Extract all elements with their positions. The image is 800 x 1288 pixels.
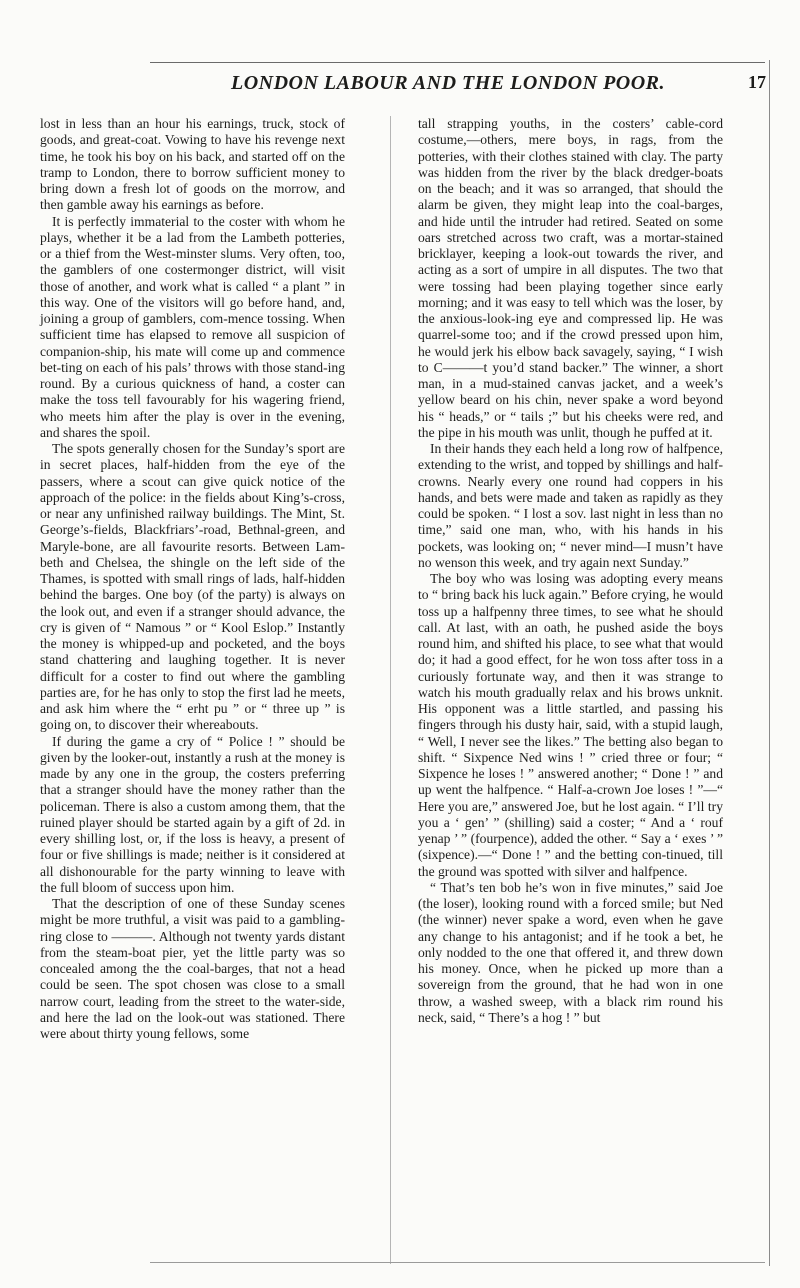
- paragraph: The spots generally chosen for the Sunday’s sport are in secret places, half-hidden from the eye of the passers, where a scout can give quick notice of the approach of the police: in the fields about King’s-cross, or near any unfinished railway buildings. The Mint, St. George’s-fields, Blackfriars’-road, Bethnal-green, and Maryle-bone, are all favourite resorts. Between Lam-beth and Chelsea, the shingle on the left side of the Thames, is spotted with small rings of lads, half-hidden behind the barges. One boy (of the party) is always on the look out, and even if a stranger should advance, the cry is given of “ Namous ” or “ Kool Eslop.” Instantly the money is whipped-up and pocketed, and the boys stand chattering and laughing together. It is never difficult for a coster to find out where the gambling parties are, for he has only to stop the first lad he meets, and ask him where the “ erht pu ” or “ three up ” is going on, to discover their whereabouts.: [40, 441, 345, 733]
- running-title: LONDON LABOUR AND THE LONDON POOR.: [230, 72, 666, 94]
- page-number: 17: [748, 72, 766, 92]
- paragraph: In their hands they each held a long row of halfpence, extending to the wrist, and topped by shillings and half-crowns. Nearly every one round had coppers in his hands, and bets were made and taken as rapidly as they could be spoken. “ I lost a sov. last night in less than no time,” said one man, who, with his hands in his pockets, was looking on; “ never mind—I musn’t have no wenson this week, and try again next Sunday.”: [418, 441, 723, 570]
- paragraph: “ That’s ten bob he’s won in five minutes,” said Joe (the loser), looking round with a forced smile; but Ned (the winner) never spake a word, even when he gave any change to his antagonist; and if he took a bet, he only nodded to the one that offered it, and threw down his money. Once, when he picked up more than a sovereign from the ground, that he had won in one throw, a washed sweep, with a black rim round his neck, said, “ There’s a hog ! ” but: [418, 879, 723, 1025]
- bottom-rule: [150, 1262, 765, 1263]
- paragraph: It is perfectly immaterial to the coster with whom he plays, whether it be a lad from the Lambeth potteries, or a thief from the West-minster slums. Very often, too, the gamblers of one costermonger district, will visit those of another, and work what is called “ a plant ” in this way. One of the visitors will go before hand, and, joining a group of gamblers, com-mence tossing. When sufficient time has elapsed to remove all suspicion of companion-ship, his mate will come up and commence bet-ting on each of his pals’ throws with those stand-ing round. By a curious quickness of hand, a coster can make the toss tell favourably for his wagering friend, who meets him after the play is over in the evening, and shares the spoil.: [40, 213, 345, 440]
- right-column: [418, 116, 723, 1260]
- column-divider: [390, 116, 391, 1264]
- paragraph: That the description of one of these Sunday scenes might be more truthful, a visit was paid to a gambling-ring close to ———. Although not twenty yards distant from the steam-boat pier, yet the little party was so concealed among the the coal-barges, that not a head could be seen. The spot chosen was close to a small narrow court, leading from the street to the water-side, and here the lad on the look-out was stationed. There were about thirty young fellows, some: [40, 896, 345, 1041]
- left-column: [40, 116, 345, 1260]
- paragraph: The boy who was losing was adopting every means to “ bring back his luck again.” Before crying, he would toss up a halfpenny three times, to see what he should call. At last, with an oath, he pushed aside the boys round him, and shifted his place, to see what that would do; it had a good effect, for he won toss after toss in a curiously fortunate way, and then it was strange to watch his mouth gradually relax and his brows unknit. His opponent was a little startled, and passing his fingers through his dusty hair, said, with a stupid laugh, “ Well, I never see the likes.” The betting also began to shift. “ Sixpence Ned wins ! ” cried three or four; “ Sixpence he loses ! ” answered another; “ Done ! ” and up went the halfpence. “ Half-a-crown Joe loses ! ”—“ Here you are,” answered Joe, but he lost again. “ I’ll try you a ‘ gen’ ” (shilling) said a coster; “ And a ‘ rouf yenap ’ ” (fourpence), added the other. “ Say a ‘ exes ’ ” (sixpence).—“ Done ! ” and the betting con-tinued, till the ground was spotted with silver and halfpence.: [418, 571, 724, 879]
- paragraph: lost in less than an hour his earnings, truck, stock of goods, and great-coat. Vowing to have his revenge next time, he took his boy on his back, and started off on the tramp to London, there to borrow sufficient money to bring down a fresh lot of goods on the morrow, and then gamble away his earnings as before.: [40, 116, 345, 213]
- paragraph: If during the game a cry of “ Police ! ” should be given by the looker-out, instantly a rush at the money is made by any one in the group, the costers preferring that a stranger should have the money rather than the policeman. There is also a custom among them, that the ruined player should be started again by a gift of 2d. in every shilling lost, or, if the loss is heavy, a present of four or five shillings is made; neither is it considered at all dishonourable for the party winning to leave with the full bloom of success upon him.: [40, 733, 345, 895]
- page-edge-rule: [769, 60, 770, 1266]
- top-rule: [150, 62, 765, 63]
- paragraph: tall strapping youths, in the costers’ cable-cord costume,—others, mere boys, in rags, from the potteries, with their clothes stained with clay. The party was hidden from the river by the black dredger-boats on the beach; and it was so arranged, that should the alarm be given, they might leap into the coal-barges, and hide until the intruder had retired. Seated on some oars stretched across two craft, was a mortar-stained bricklayer, keeping a look-out towards the river, and acting as a sort of umpire in all disputes. The two that were tossing had been playing together since early morning; and it was easy to tell which was the loser, by the anxious-look-ing eye and compressed lip. He was quarrel-some too; and if the crowd pressed upon him, he would jerk his elbow back savagely, saying, “ I wish to C———t you’d stand backer.” The winner, a short man, in a mud-stained canvas jacket, and a week’s yellow beard on his chin, never spake a word beyond his “ heads,” or “ tails ;” but his cheeks were red, and the pipe in his mouth was unlit, though he puffed at it.: [418, 116, 723, 440]
